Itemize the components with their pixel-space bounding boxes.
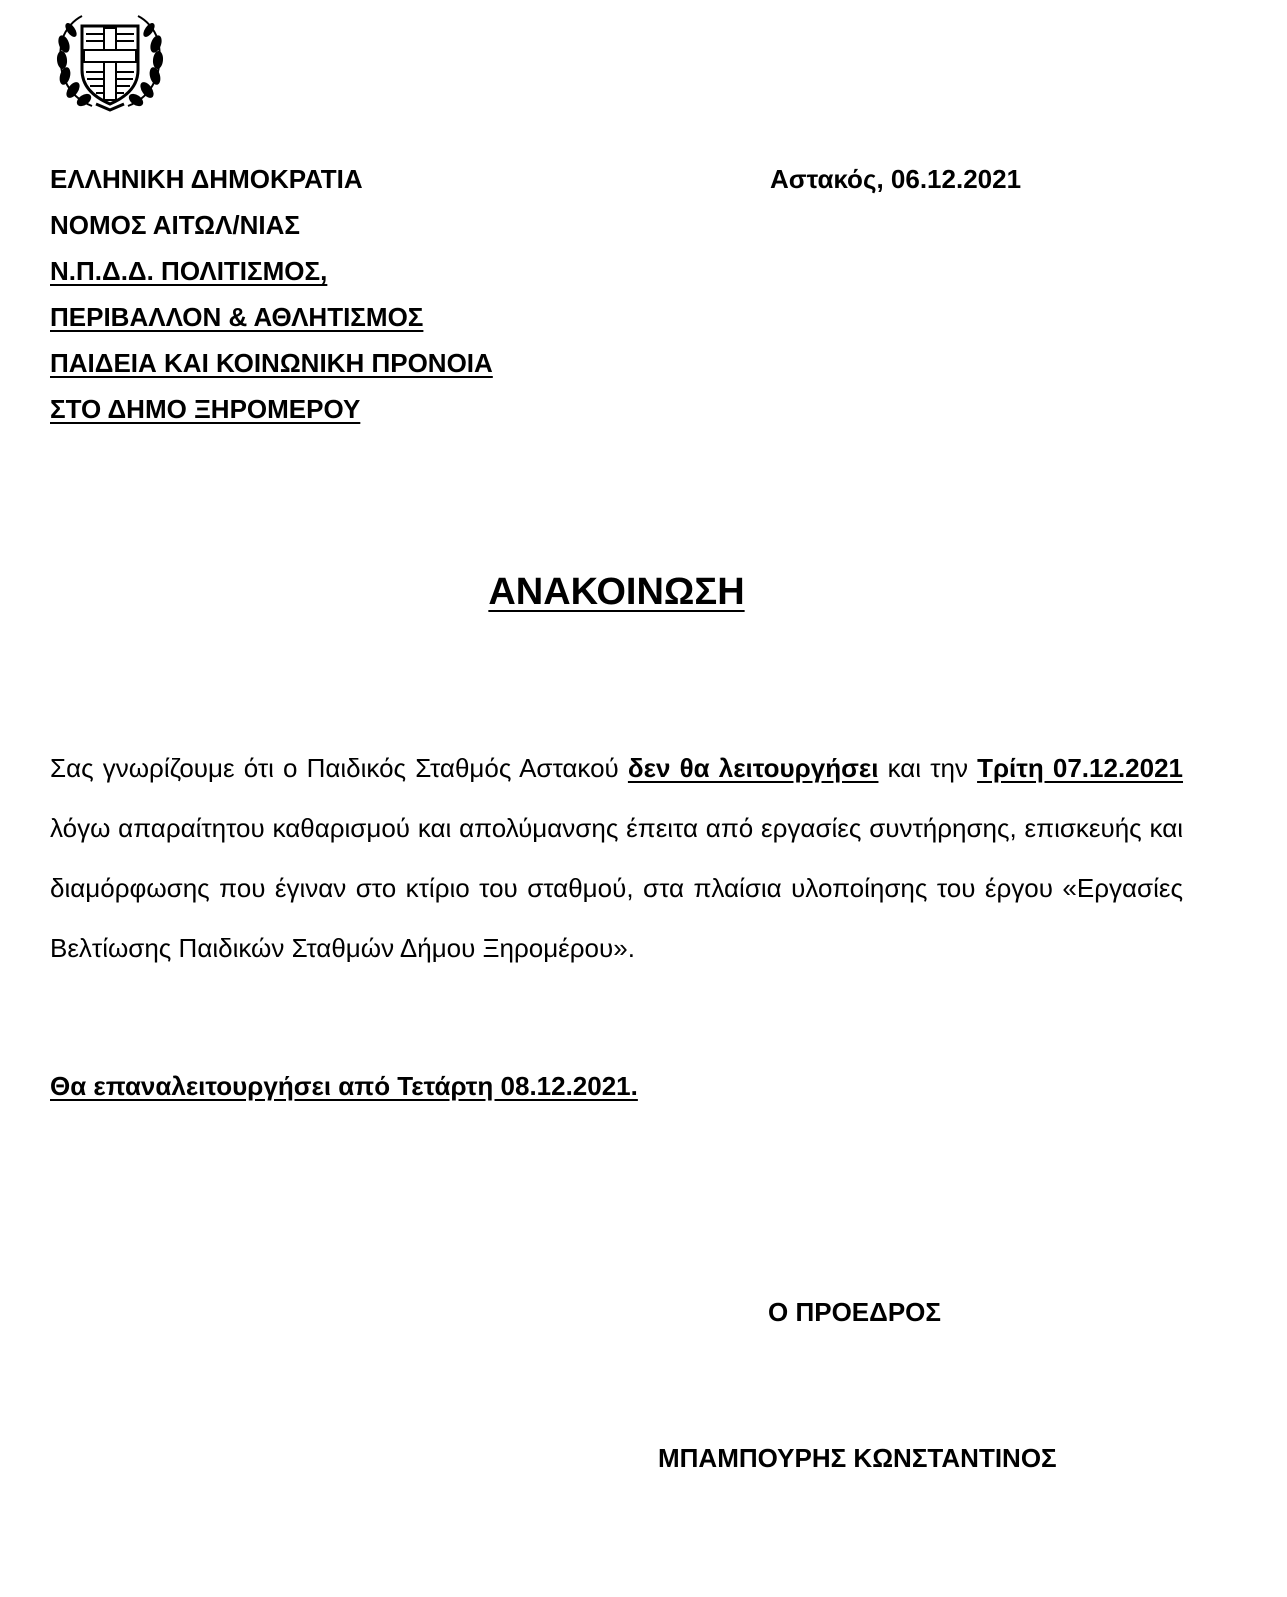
- header-line-republic: ΕΛΛΗΝΙΚΗ ΔΗΜΟΚΡΑΤΙΑ: [50, 164, 363, 194]
- body-text-3: λόγω απαραίτητου καθαρισμού και απολύμανσης έπειτα από εργασίες συντήρησης, επισκευής και διαμόρφωσης που έγιναν στο κτίριο του σταθμού, στα πλαίσια υλοποίησης του έργου «Εργασίες Βελτίωσης Παιδικών Σταθμών Δήμου Ξηρομέρου».: [50, 813, 1183, 963]
- body-emphasis-closed: δεν θα λειτουργήσει: [627, 753, 879, 783]
- header-line-entity-1-text: Ν.Π.Δ.Δ. ΠΟΛΙΤΙΣΜΟΣ,: [50, 256, 328, 286]
- header-line-entity-1: [50, 248, 493, 294]
- header-line-prefecture: ΝΟΜΟΣ ΑΙΤΩΛ/ΝΙΑΣ: [50, 210, 300, 240]
- header-line-entity-4: [50, 386, 493, 432]
- issuer-header: [50, 156, 493, 432]
- header-line-entity-4-text: ΣΤΟ ΔΗΜΟ ΞΗΡΟΜΕΡΟΥ: [50, 394, 361, 424]
- header-line-entity-3: [50, 340, 493, 386]
- header-line-entity-2-text: ΠΕΡΙΒΑΛΛΟΝ & ΑΘΛΗΤΙΣΜΟΣ: [50, 302, 424, 332]
- reopen-notice: Θα επαναλειτουργήσει από Τετάρτη 08.12.2021.: [50, 1071, 638, 1101]
- header-line-entity-2: [50, 294, 493, 340]
- announcement-body: [50, 738, 1183, 978]
- body-emphasis-date: Τρίτη 07.12.2021: [977, 753, 1184, 783]
- announcement-title: ΑΝΑΚΟΙΝΩΣΗ: [488, 571, 745, 613]
- greek-coat-of-arms-icon: [52, 10, 168, 116]
- body-text-2: και την: [878, 753, 978, 783]
- signature-name: ΜΠΑΜΠΟΥΡΗΣ ΚΩΝΣΤΑΝΤΙΝΟΣ: [658, 1443, 1057, 1473]
- place-date: Αστακός, 06.12.2021: [770, 164, 1022, 194]
- header-line-entity-3-text: ΠΑΙΔΕΙΑ ΚΑΙ ΚΟΙΝΩΝΙΚΗ ΠΡΟΝΟΙΑ: [50, 348, 493, 378]
- body-text-1: Σας γνωρίζουμε ότι ο Παιδικός Σταθμός Αστακού: [50, 753, 628, 783]
- signature-title: Ο ΠΡΟΕΔΡΟΣ: [768, 1297, 941, 1327]
